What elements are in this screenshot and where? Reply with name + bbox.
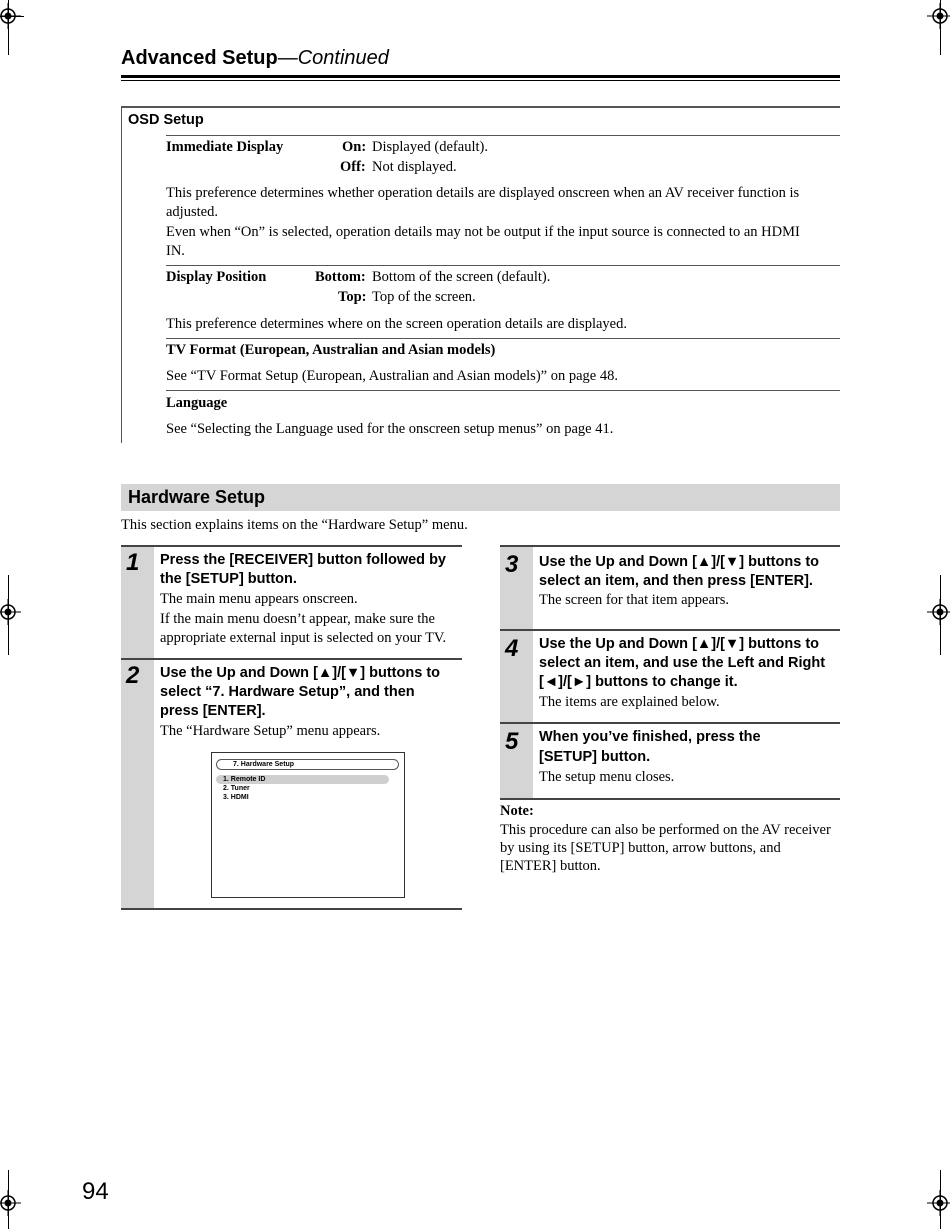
immediate-display-desc1-line1: This preference determines whether operation details are displayed onscreen when an AV receiver function is	[166, 185, 800, 201]
menu-item	[216, 793, 389, 802]
osd-setup-table	[121, 106, 840, 443]
menu-item-label: 2. Tuner	[223, 785, 250, 792]
divider	[166, 265, 840, 266]
step-1-head-line1: Press the [RECEIVER] button followed by	[160, 552, 446, 568]
note-line: by using its [SETUP] button, arrow buttons, and	[500, 840, 781, 856]
divider	[166, 135, 840, 136]
immediate-display-label: Immediate Display	[166, 139, 284, 155]
hardware-setup-banner	[121, 484, 840, 511]
top-key: Top:	[338, 289, 367, 305]
step-number: 5	[505, 728, 519, 755]
menu-title-bar	[216, 759, 399, 770]
step-number: 3	[505, 551, 519, 578]
menu-item-label: 3. HDMI	[223, 794, 249, 801]
bottom-key: Bottom:	[315, 269, 366, 285]
page-header	[121, 47, 389, 70]
step-2-head-line1: Use the Up and Down [▲]/[▼] buttons to	[160, 665, 441, 681]
bottom-value: Bottom of the screen (default).	[372, 269, 551, 285]
note-line: [ENTER] button.	[500, 858, 601, 874]
step-2-body-line1: The “Hardware Setup” menu appears.	[160, 723, 381, 739]
step-4-head-line1: Use the Up and Down [▲]/[▼] buttons to	[539, 636, 820, 652]
menu-item-selected	[216, 775, 389, 784]
step-3-body-line1: The screen for that item appears.	[539, 592, 730, 608]
hardware-setup-title: Hardware Setup	[128, 487, 266, 507]
language-desc: See “Selecting the Language used for the onscreen setup menus” on page 41.	[166, 421, 614, 437]
header-rule-thin	[121, 80, 840, 81]
immediate-display-desc1-line2: adjusted.	[166, 204, 218, 220]
note-body	[500, 821, 845, 875]
step-1-body-line1: The main menu appears onscreen.	[160, 591, 358, 607]
step-number: 4	[505, 635, 519, 662]
step-4-head-line3: [◄]/[►] buttons to change it.	[539, 674, 738, 690]
hardware-setup-menu-screenshot	[211, 752, 405, 898]
step-1-body-line3: appropriate external input is selected on your TV.	[160, 630, 447, 646]
menu-item	[216, 784, 389, 793]
immediate-display-desc2-line2: IN.	[166, 243, 185, 259]
top-value: Top of the screen.	[372, 289, 476, 305]
hardware-setup-intro: This section explains items on the “Hardware Setup” menu.	[121, 517, 468, 533]
step-number: 2	[126, 662, 140, 689]
step-5-head-line1: When you’ve finished, press the	[539, 729, 761, 745]
osd-setup-title: OSD Setup	[128, 112, 204, 128]
step-1	[121, 545, 462, 658]
display-position-label: Display Position	[166, 269, 267, 285]
off-value: Not displayed.	[372, 159, 457, 175]
page-title: Advanced Setup	[121, 47, 278, 69]
divider	[166, 338, 840, 339]
step-1-body-line2: If the main menu doesn’t appear, make sure the	[160, 611, 435, 627]
step-4-head-line2: select an item, and use the Left and Right	[539, 655, 826, 671]
on-key: On:	[342, 139, 367, 155]
tv-format-desc: See “TV Format Setup (European, Australian and Asian models)” on page 48.	[166, 368, 618, 384]
header-rule-thick	[121, 75, 840, 78]
on-value: Displayed (default).	[372, 139, 488, 155]
step-1-head-line2: the [SETUP] button.	[160, 571, 297, 587]
step-number: 1	[126, 549, 140, 576]
step-2-head-line3: press [ENTER].	[160, 703, 266, 719]
step-3	[500, 545, 840, 629]
menu-item-label: 1. Remote ID	[223, 776, 266, 783]
step-3-head-line2: select an item, and then press [ENTER].	[539, 573, 813, 589]
note-line: This procedure can also be performed on the AV receiver	[500, 822, 831, 838]
tv-format-label: TV Format (European, Australian and Asian models)	[166, 342, 496, 358]
off-key: Off:	[340, 159, 366, 175]
step-4	[500, 629, 840, 722]
display-position-desc: This preference determines where on the screen operation details are displayed.	[166, 316, 627, 332]
step-5-head-line2: [SETUP] button.	[539, 749, 651, 765]
step-2-head-line2: select “7. Hardware Setup”, and then	[160, 684, 415, 700]
step-4-body-line1: The items are explained below.	[539, 694, 720, 710]
step-5-body-line1: The setup menu closes.	[539, 769, 675, 785]
step-5	[500, 722, 840, 800]
divider	[166, 390, 840, 391]
immediate-display-desc2-line1: Even when “On” is selected, operation details may not be output if the input source is connected to an HDMI	[166, 224, 800, 240]
note-title: Note:	[500, 803, 534, 819]
step-3-head-line1: Use the Up and Down [▲]/[▼] buttons to	[539, 554, 820, 570]
menu-title: 7. Hardware Setup	[233, 761, 295, 768]
page-title-continued: —Continued	[277, 47, 389, 69]
language-label: Language	[166, 395, 228, 411]
page-number: 94	[82, 1178, 109, 1205]
